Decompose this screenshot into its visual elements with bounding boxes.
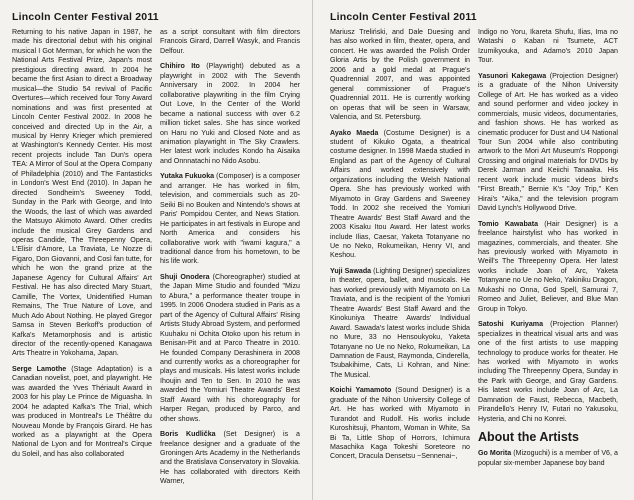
bio-paragraph [478,28,618,66]
left-page [0,0,313,500]
bio-text: Returning to his native Japan in 1987, he made his directorial debut with his original musical I Got Merman, for which he won the National Arts Festival Prize, Japan's most prestigious directing award. In 2004 he became the first Asian to direct a Broadway musical—the Studio 54 revival of Pacific Overtures—which received four Tony Award nominations and was first presented at Lincoln Center Festival 2002. In 2008 he conceived and directed Up in the Air, a musical by Henry Krieger which premiered at Washington's Kennedy Center. His most recent projects include Tan Dun's opera TEA: A Mirror of Soul at the Opera Company of Philadelphia (2010) and The Fantasticks in London's West End (2010). In Japan he directed Sondheim's Sweeney Todd, Sunday in the Park with George, and Into the Woods, the last of which was awarded the Matsuyo Akimoto Award. Other credits include the musical Grey Gardens and operas Candide, The Threepenny Opera, L'Elisir d'Amore, La Traviata, Le Nozze di Figaro, Don Giovanni, and Così fan tutte, for which he won the grand prize at the Japanese Agency for Cultural Affairs' Art Festival. He has also directed Mary Stuart, Camille, The Vortex, Unidentified Human Remains, The True Nature of Love, and Much Ado About Nothing. He played Gregor Samsa in Steven Berkoff's production of Kafka's Metamorphosis and is artistic director of the recently-opened Kanagawa Arts Theatre in Yokohama, Japan. [12,28,152,358]
right-page [318,0,634,500]
bio-name: Yutaka Fukuoka [160,172,215,181]
bio-name: Chihiro Ito [160,62,200,71]
right-column-2-bios [478,28,618,424]
bio-text: (Projection Planner) specializes in theatrical visual arts and was one of the first artists to use mapping technology to produce works for theater. He has worked with Miyamoto in works including The Threepenny Opera, Sunday in the Park with George, and Gray Gardens. His latest works include Joan of Arc, La Damnation de Faust, Rebecca, Macbeth, Pirandello's Henry IV, Futari no Yakusoku, Hysteria, and Chi no Konrei. [478,320,618,423]
bio-name: Yuji Sawada [330,266,372,275]
bio-name: Serge Lamothe [12,364,67,373]
bio-paragraph [330,129,470,261]
bio-name: Tomio Kawabata [478,219,539,228]
bio-text: (Mizoguchi) is a member of V6, a popular six-member Japanese boy band [478,449,618,467]
bio-paragraph [160,28,300,56]
bio-paragraph [478,449,618,468]
bio-name: Go Morita [478,449,512,458]
bio-name: Yasunori Kakegawa [478,71,547,80]
bio-text: as a script consultant with film directors Francois Girard, Darrell Wasyk, and Francis Delfour. [160,28,300,55]
left-columns [12,28,300,493]
bio-text: (Projection Designer) is a graduate of the Nihon University College of Art. He has worked as a video and sound performer and video jockey in commercials, music videos, documentaries, and fashion shows. He has worked as cinematic producer for Dust and U4 National Tour Sun 2004 while also contributing artwork to the Mori Art Museum's Roppongi Crossing and original materials for DVDs by Derek Jarman and Keiichi Tanaaka. His recent work include music videos bird's "First Breath," Bernie K's "Joy Trip," Ken Hirai's "Aika," and the television program David Lynch's Hollywood Drive. [478,71,618,213]
bio-paragraph [478,72,618,214]
bio-paragraph [160,273,300,424]
bio-text: Mariusz Treliński, and Dale Duesing and has also worked in film, theater, opera, and concert. He was awarded the Polish Order Gloria Artis by the Polish government in 2006 and a gold medal at Prague's Quadrennial 2007, and was appointed general commissioner of Prague's Quadrennial 2011. He is currently working on operas that will be seen in Warsaw, Valencia, and St. Petersburg. [330,28,470,122]
bio-text: (Hair Designer) is a freelance hairstylist who has worked in magazines, commercials, and theater. She has previously worked with Miyamoto in Weill's The Threepenny Opera. Her latest works include Joan of Arc, Yaketa Totanyane no Ue no Neko, Yakiniku Dragon, Mukashi no Onna, God Spell, Samurai 7, Romeo and Juliet, Believer, and Blue Man Group in Tokyo. [478,219,618,313]
bio-text: (Costume Designer) is a student of Kikuko Ogata, a theatrical costume designer. In 1998 Maeda studied in England as part of the Agency of Cultural Affairs and worked extensively with organizations including the Welsh National Opera. She has previously worked with Miyamoto in Gray Gardens and Sweeney Todd. In 2002 she received the Yomiuri Theatre Awards' Best Staff Award and the 2003 Kisaku Itou Award. Her latest works include Ilias, Caesar, Yaketa Totanyane no Ue no Neko, Rokumeikan, Henry VI, and Keshou. [330,128,471,260]
bio-text: (Set Designer) is a freelance designer and a graduate of the Groningen Arts Academy in the Netherlands and the Bratislava Conservatory in Slovakia. He has collaborated with directors Keith Warner, [160,430,300,486]
running-head-right: Lincoln Center Festival 2011 [330,11,477,23]
running-head-left: Lincoln Center Festival 2011 [12,11,159,23]
bio-paragraph [330,267,470,380]
section-heading: About the Artists [478,430,579,445]
right-columns [330,28,622,474]
right-column-1 [330,28,470,474]
bio-name: Koichi Yamamoto [330,386,392,395]
bio-paragraph [12,365,152,460]
after-heading-bios [478,449,618,468]
bio-paragraph [160,62,300,166]
left-column-2 [160,28,300,493]
bio-text: (Sound Designer) is a graduate of the Nihon University College of Art. He has worked with Miyamoto in Turandot and Rudolf. His works include Kuroshitsuji, Phantom, Woman in White, Sa Bi Ta, Little Shop of Horrors, Ichimura Masachika Kaga Tokeshi Soreteore no Concert, Dracula Densetsu ~Sennenai~, [330,386,470,461]
bio-name: Ayako Maeda [330,128,379,137]
bio-paragraph [330,28,470,123]
right-column-2 [478,28,618,474]
bio-name: Shuji Onodera [160,272,210,281]
bio-text: (Choreographer) studied at the Japan Mime Studio and founded "Mizu to Abura," a performance theater troupe in 1995. In 2006 Onodera studied in Paris as a part of the Agency of Cultural Affairs' Rising Artists Study Abroad System, and performed Kuuhaku ni Ochita Otoko upon his return in Benisan-Pit and at Parco Theatre in 2010. He founded Company Derashinera in 2008 and currently works as a choreographer for plays and musicals. His latest works include Ihoujin and Ten to Sen. In 2010 he was awarded the Yomiuri Theatre Awards' Best Staff Award with his choreography for Harper Regan, produced by Parco, and other shows. [160,272,300,423]
bio-paragraph [330,386,470,462]
bio-text: (Playwright) debuted as a playwright in 2002 with The Seventh Anniversary in 2002. In 2004 her collaborative playwriting in the film Crying Out Love, In the Center of the World became a national success with over 6.2 million ticket sales. She has since worked on Haru no Yuki and Closed Note and as animation playwright in The Sky Crawlers. Her latest work includes Kondo ha Aisaika and Onnnatachi no Nido Asobu. [160,62,300,165]
bio-paragraph [478,220,618,315]
bio-name: Boris Kudlička [160,430,216,439]
bio-paragraph [478,320,618,424]
bio-text: Indigo no Yoru, Ikareta Shufu, Ilias, Ima no Watashi o Kaban ni Tsumete, ACT Izumikyouka, and Adamo's 2010 Japan Tour. [478,28,618,65]
bio-paragraph [160,172,300,267]
left-column-1 [12,28,152,493]
bio-text: (Stage Adaptation) is a Canadian novelist, poet, and playwright. He was awarded the Yves Thériault Award in 2003 for his play Le Prince de Miguasha. In 2004 he adapted Kafka's The Trial, which was produced in Montreal's Le Théâtre du Nouveau Monde by François Girard. He has worked as a playwright at the Opera National de Lyon and for Montreal's Cirque du Soleil, and has also collaborated [12,364,152,458]
bio-name: Satoshi Kuriyama [478,320,544,329]
bio-text: (Lighting Designer) specializes in theater, opera, ballet, and musicals. He has worked previously with Miyamoto on La Traviata, and is the recipient of the Yomiuri Theatre Awards' Best Staff Award and the Kinokuniya Theatre Awards' Individual Award. Sawada's latest works include Shida no Mure, 33 no Hensoukyoku, Yaketa Totanyane no Ue no Neko, Rokumeikan, La Damnation de Faust, Raymonda, Cinderella, Tsubakihime, Cats, Li Kohran, and Nine: The Musical. [330,266,470,379]
bio-paragraph [160,430,300,487]
bio-text: (Composer) is a composer and arranger. He has worked in film, television, and commercials such as 20-Seiki Bi no Bouken and Nintendo's shows at Paris' Pompidou Center, and News Station. He participates in art festivals in Europe and North America and considers his collaborative work with "iwami kagura," a traditional dance from his hometown, to be his life work. [160,172,301,266]
bio-paragraph [12,28,152,359]
